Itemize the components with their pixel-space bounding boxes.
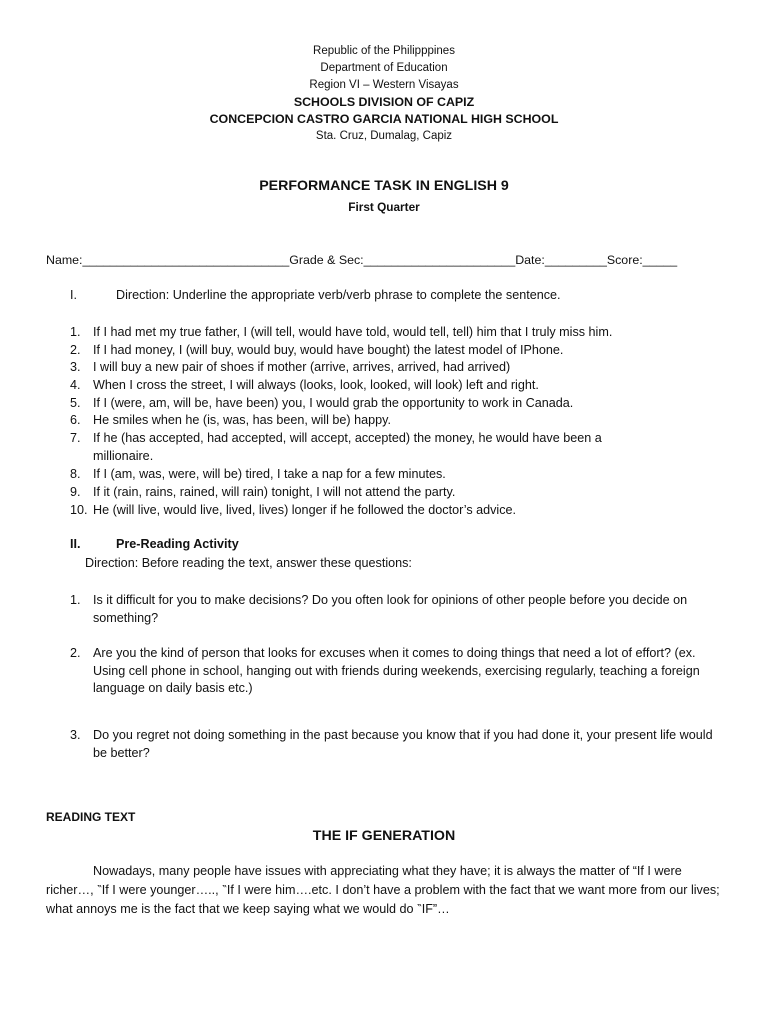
item-number: 9. [70, 485, 81, 499]
page-subtitle: First Quarter [348, 200, 420, 214]
item-text: If he (has accepted, had accepted, will accept, accepted) the money, he would have been a [93, 431, 602, 445]
item-text: He smiles when he (is, was, has been, will be) happy. [93, 413, 391, 427]
reading-paragraph: Nowadays, many people have issues with appreciating what they have; it is always the matter of “If I were richer…, ‶If I were younger….., ‶If I were him….etc. I don’t have a problem with the fact that we want more from our lives; what annoys me is the fact that we keep saying what we would do ‶IF”… [46, 864, 720, 916]
header-line-address: Sta. Cruz, Dumalag, Capiz [315, 130, 453, 142]
item-text: If I had met my true father, I (will tell, would have told, would tell, tell) him that I truly miss him. [93, 325, 613, 339]
header-line-school: CONCEPCION CASTRO GARCIA NATIONAL HIGH SCHOOL [209, 112, 559, 126]
question-number: 2. [70, 646, 81, 660]
item-number: 6. [70, 413, 81, 427]
question-number: 3. [70, 728, 81, 742]
header-line-republic: Republic of the Philipppines [313, 45, 455, 57]
header-line-division: SCHOOLS DIVISION OF CAPIZ [293, 95, 475, 109]
item-text: I will buy a new pair of shoes if mother (arrive, arrives, arrived, had arrived) [93, 360, 511, 374]
section2-numeral: II. [70, 537, 81, 551]
question-number: 1. [70, 593, 81, 607]
section1-numeral: I. [70, 288, 77, 302]
item-text: He (will live, would live, lived, lives) longer if he followed the doctor’s advice. [93, 503, 517, 517]
question-item [70, 592, 720, 627]
item-text: If it (rain, rains, rained, will rain) tonight, I will not attend the party. [93, 485, 456, 499]
section2-direction: Direction: Before reading the text, answer these questions: [85, 556, 412, 570]
item-text: If I had money, I (will buy, would buy, would have bought) the latest model of IPhone. [93, 343, 564, 357]
reading-title: THE IF GENERATION [312, 828, 456, 844]
item-number: 5. [70, 396, 81, 410]
question-item [70, 727, 720, 762]
item-number: 7. [70, 431, 81, 445]
section1-direction: Direction: Underline the appropriate verb/verb phrase to complete the sentence. [116, 288, 561, 302]
item-number: 10. [70, 503, 88, 517]
item-number: 4. [70, 378, 81, 392]
header-line-department: Department of Education [320, 62, 448, 74]
section2-heading: Pre-Reading Activity [116, 537, 239, 551]
header-line-region: Region VI – Western Visayas [309, 79, 459, 91]
item-text: If I (am, was, were, will be) tired, I take a nap for a few minutes. [93, 467, 446, 481]
question-text: Is it difficult for you to make decisions? Do you often look for opinions of other people before you decide on something? [93, 593, 688, 625]
question-item [70, 645, 720, 698]
item-number: 2. [70, 343, 81, 357]
question-text: Are you the kind of person that looks for excuses when it comes to doing things that need a lot of effort? (ex. Using cell phone in school, hanging out with friends during weekends, exercising regularly, teaching a foreign language on daily basis etc.) [93, 646, 700, 695]
question-text: Do you regret not doing something in the past because you know that if you had done it, your present life would be better? [93, 728, 713, 760]
item-text: millionaire. [93, 449, 154, 463]
item-number: 1. [70, 325, 81, 339]
page-title: PERFORMANCE TASK IN ENGLISH 9 [259, 178, 509, 194]
item-text: When I cross the street, I will always (looks, look, looked, will look) left and right. [93, 378, 539, 392]
reading-text-label: READING TEXT [46, 810, 136, 824]
item-number: 8. [70, 467, 81, 481]
student-info-line: Name:______________________________Grade & Sec:______________________Date:_________Score:_____ [46, 253, 678, 267]
item-text: If I (were, am, will be, have been) you, I would grab the opportunity to work in Canada. [93, 396, 574, 410]
item-number: 3. [70, 360, 81, 374]
